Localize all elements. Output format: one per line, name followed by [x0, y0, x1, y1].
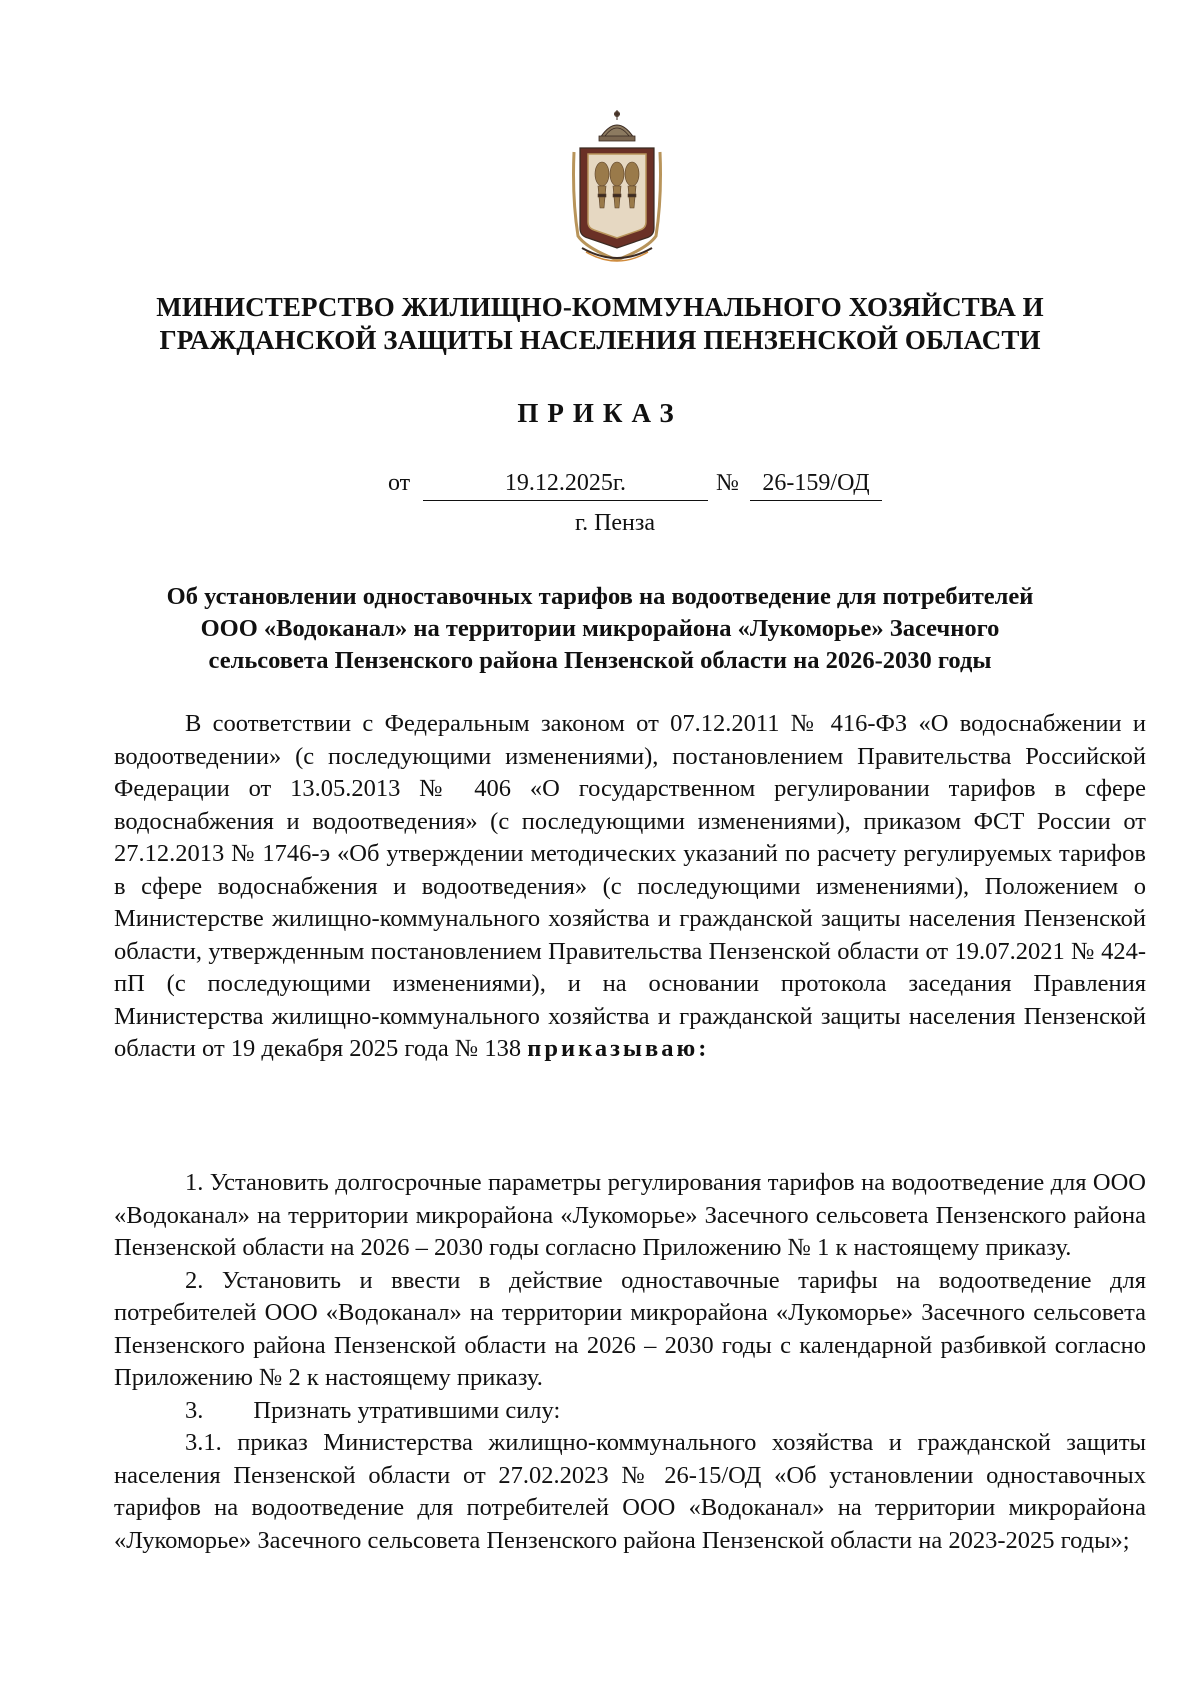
order-items — [114, 1167, 1146, 1557]
order-item-2: 2. Установить и ввести в действие одноставочные тарифы на водоотведение для потребителей ООО «Водоканал» на территории микрорайона «Лукоморье» Засечного сельсовета Пензенского района Пензенской области на 2026 – 2030 годы с календарной разбивкой согласно Приложению № 2 к настоящему приказу. — [114, 1266, 1146, 1391]
number-prefix: № — [716, 470, 739, 496]
document-type-title: ПРИКАЗ — [517, 398, 683, 428]
order-date: 19.12.2025г. — [423, 470, 708, 501]
preamble-text: В соответствии с Федеральным законом от 07.12.2011 № 416-ФЗ «О водоснабжении и водоотведении» (с последующими изменениями), постановлением Правительства Российской Федерации от 13.05.2013 № 406 «О государственном регулировании тарифов в сфере водоснабжения и водоотведения» (с последующими изменениями), приказом ФСТ России от 27.12.2013 № 1746-э «Об утверждении методических указаний по расчету регулируемых тарифов в сфере водоснабжения и водоотведения» (с последующими изменениями), Положением о Министерстве жилищно-коммунального хозяйства и гражданской защиты населения Пензенской области, утвержденным постановлением Правительства Пензенской области от 19.07.2021 № 424-пП (с последующими изменениями), и на основании протокола заседания Правления Министерства жилищно-коммунального хозяйства и гражданской защиты населения Пензенской области от 19 декабря 2025 года № 138 — [114, 710, 1146, 1062]
date-prefix: от — [388, 470, 411, 496]
order-item-1: 1. Установить долгосрочные параметры регулирования тарифов на водоотведение для ООО «Водоканал» на территории микрорайона «Лукоморье» Засечного сельсовета Пензенского района Пензенской области на 2026 – 2030 годы согласно Приложению № 1 к настоящему приказу. — [114, 1169, 1146, 1261]
ministry-name-line-2: ГРАЖДАНСКОЙ ЗАЩИТЫ НАСЕЛЕНИЯ ПЕНЗЕНСКОЙ ОБЛАСТИ — [159, 325, 1041, 355]
wheat-sheaf-icon — [595, 162, 639, 208]
order-item-3-1: 3.1. приказ Министерства жилищно-коммунального хозяйства и гражданской защиты населения Пензенской области от 27.02.2023 № 26-15/ОД «Об установлении одноставочных тарифов на водоотведение для потребителей ООО «Водоканал» на территории микрорайона «Лукоморье» Засечного сельсовета Пензенского района Пензенской области на 2023-2025 годы»; — [114, 1429, 1146, 1554]
city-name: г. Пенза — [574, 510, 656, 536]
preamble-paragraph — [114, 708, 1146, 1066]
order-item-3-number: 3. — [185, 1396, 204, 1424]
order-item-3 — [114, 1395, 1146, 1428]
date-number-line — [0, 470, 1200, 502]
order-item-3-text: Признать утратившими силу: — [253, 1396, 561, 1424]
crown-icon — [599, 110, 635, 141]
subject-line-2: ООО «Водоканал» на территории микрорайона «Лукоморье» Засечного — [200, 615, 1000, 642]
subject-line-1: Об установлении одноставочных тарифов на водоотведение для потребителей — [166, 583, 1034, 610]
subject-line-3: сельсовета Пензенского района Пензенской области на 2026-2030 годы — [208, 647, 992, 674]
ministry-name — [60, 291, 1140, 357]
directive-word: приказываю: — [527, 1035, 710, 1062]
order-subject — [100, 581, 1100, 677]
order-number: 26-159/ОД — [750, 470, 882, 501]
ministry-name-line-1: МИНИСТЕРСТВО ЖИЛИЩНО-КОММУНАЛЬНОГО ХОЗЯЙСТВА И — [156, 292, 1044, 322]
penza-region-coat-of-arms-icon — [572, 108, 662, 264]
